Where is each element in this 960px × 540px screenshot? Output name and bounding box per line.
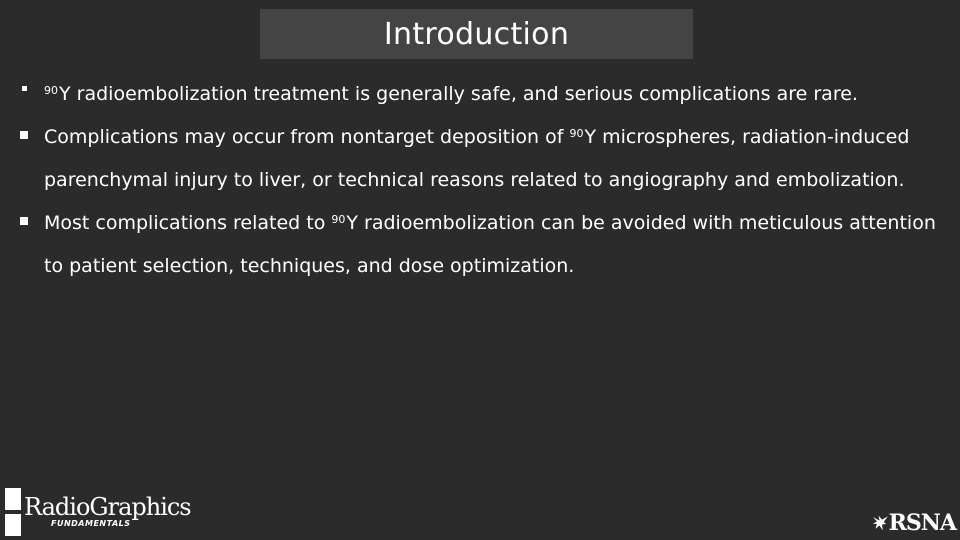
rsna-wordmark: RSNA — [888, 510, 956, 536]
bullet-text: Y microspheres, radiation-induced parenchymal injury to liver, or technical reasons related to angiography and embolization. — [44, 126, 910, 191]
isotope-superscript: 90 — [569, 127, 584, 140]
title-bar — [260, 9, 693, 59]
square-bullet-icon — [20, 131, 28, 139]
page-title: Introduction — [383, 16, 570, 52]
bullet-lead-text: Complications may occur from nontarget deposition of — [44, 126, 570, 148]
eagle-icon — [872, 512, 889, 534]
bullet-item — [20, 73, 940, 116]
bullet-text: Y radioembolization treatment is generally safe, and serious complications are rare. — [59, 83, 858, 105]
radiographics-logo — [5, 488, 205, 536]
bullet-list — [20, 73, 940, 288]
radiographics-wordmark: RadioGraphics — [24, 493, 191, 521]
bullet-item — [20, 116, 940, 202]
square-bullet-icon — [20, 217, 28, 225]
square-bullet-icon — [22, 86, 27, 91]
fundamentals-wordmark: FUNDAMENTALS — [51, 519, 131, 528]
isotope-superscript: 90 — [44, 84, 58, 97]
bullet-lead-text: Most complications related to — [44, 212, 332, 234]
isotope-superscript: 90 — [331, 213, 346, 226]
rsna-logo — [872, 510, 956, 536]
bullet-item — [20, 202, 940, 288]
bullet-text: Y radioembolization can be avoided with meticulous attention to patient selection, techniques, and dose optimization. — [44, 212, 936, 277]
